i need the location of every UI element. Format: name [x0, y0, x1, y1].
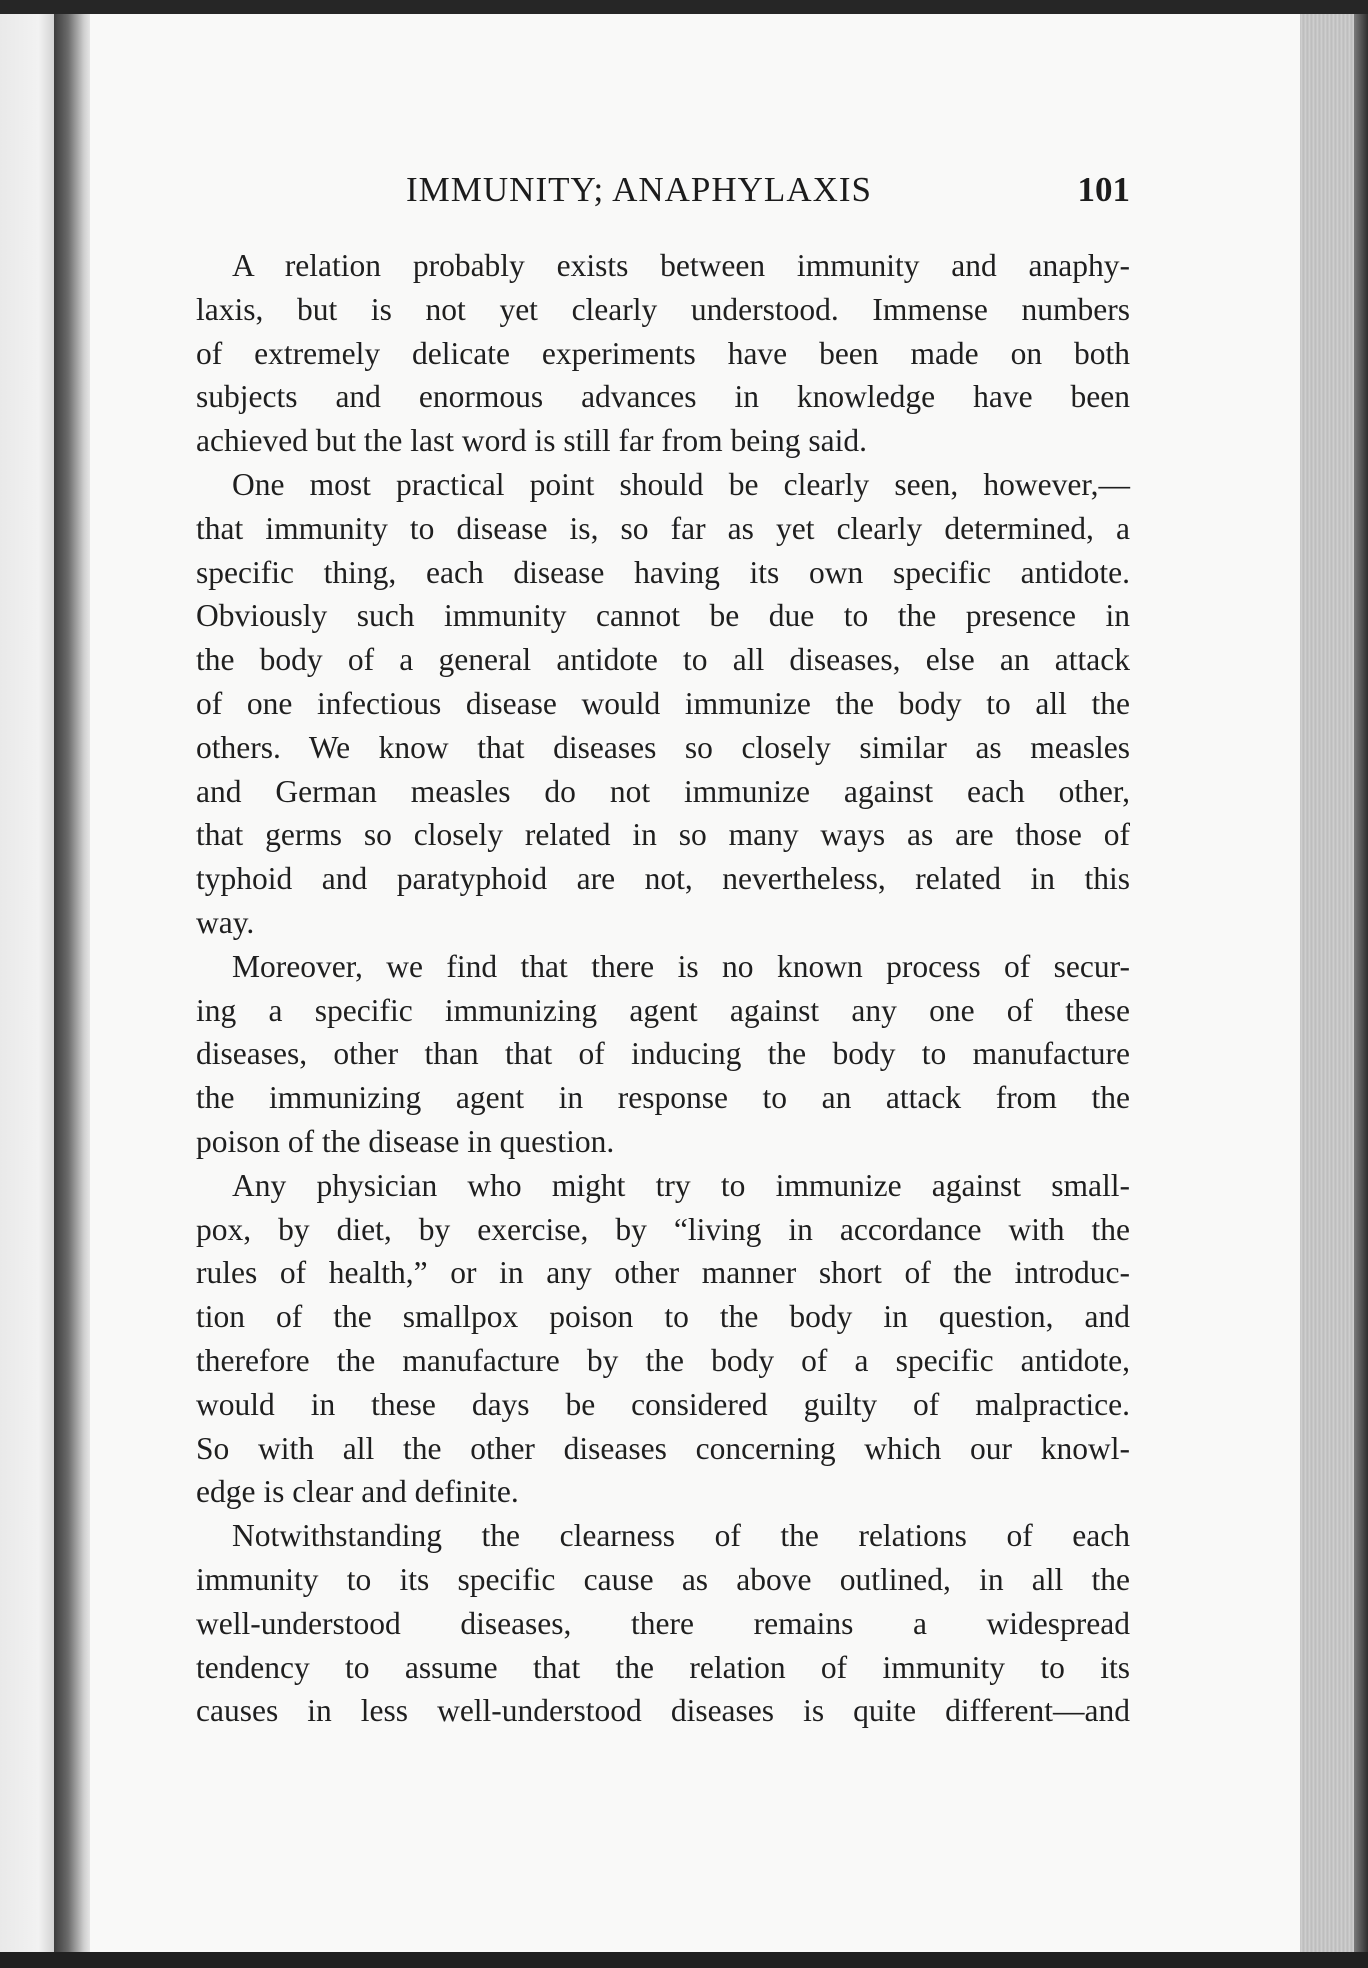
text-line: well-understood diseases, there remains a widespread: [196, 1605, 1130, 1641]
text-line: specific thing, each disease having its own specific antidote.: [196, 554, 1130, 590]
running-title: IMMUNITY; ANAPHYLAXIS: [406, 170, 872, 209]
text-line: of one infectious disease would immunize the body to all the: [196, 685, 1130, 721]
text-line: therefore the manufacture by the body of a specific antidote,: [196, 1342, 1130, 1378]
text-line: way.: [196, 904, 255, 940]
text-line: ing a specific immunizing agent against any one of these: [196, 992, 1130, 1028]
text-line: and German measles do not immunize against each other,: [196, 773, 1130, 809]
text-line: diseases, other than that of inducing the body to manufacture: [196, 1036, 1130, 1072]
text-line: pox, by diet, by exercise, by “living in accordance with the: [196, 1211, 1130, 1247]
running-header: [196, 168, 1130, 212]
text-line: immunity to its specific cause as above outlined, in all the: [196, 1561, 1130, 1597]
text-line: poison of the disease in question.: [196, 1123, 615, 1159]
text-line: others. We know that diseases so closely similar as measles: [196, 729, 1130, 765]
paragraph-1: [196, 244, 1130, 463]
text-line: tendency to assume that the relation of immunity to its: [196, 1649, 1130, 1685]
text-line: subjects and enormous advances in knowledge have been: [196, 379, 1130, 415]
text-line: of extremely delicate experiments have been made on both: [196, 335, 1130, 371]
text-line: would in these days be considered guilty of malpractice.: [196, 1386, 1130, 1422]
paragraph-2: [196, 463, 1130, 945]
text-line: So with all the other diseases concerning which our knowl-: [196, 1430, 1130, 1466]
text-line: Notwithstanding the clearness of the relations of each: [232, 1518, 1130, 1554]
text-line: that germs so closely related in so many ways as are those of: [196, 817, 1130, 853]
text-line: edge is clear and definite.: [196, 1474, 519, 1510]
text-line: Obviously such immunity cannot be due to the presence in: [196, 598, 1130, 634]
text-line: the body of a general antidote to all diseases, else an attack: [196, 642, 1130, 678]
text-line: One most practical point should be clearly seen, however,—: [232, 466, 1130, 502]
text-line: typhoid and paratyphoid are not, nevertheless, related in this: [196, 861, 1130, 897]
body-text: [196, 244, 1130, 1733]
paragraph-5: [196, 1514, 1130, 1733]
text-line: A relation probably exists between immunity and anaphy-: [232, 248, 1130, 283]
text-line: the immunizing agent in response to an attack from the: [196, 1080, 1130, 1116]
page-number: 101: [1077, 170, 1130, 209]
book-gutter-shadow: [54, 14, 94, 1954]
scan-top-edge: [0, 0, 1368, 14]
paragraph-4: [196, 1164, 1130, 1514]
text-line: tion of the smallpox poison to the body in question, and: [196, 1299, 1130, 1335]
paragraph-3: [196, 945, 1130, 1164]
text-line: that immunity to disease is, so far as yet clearly determined, a: [196, 510, 1130, 546]
text-line: laxis, but is not yet clearly understood. Immense numbers: [196, 291, 1130, 327]
text-line: Moreover, we find that there is no known process of secur-: [232, 948, 1130, 984]
text-line: Any physician who might try to immunize against small-: [232, 1167, 1130, 1203]
text-line: causes in less well-understood diseases is quite different—and: [196, 1693, 1130, 1729]
text-line: rules of health,” or in any other manner short of the introduc-: [196, 1255, 1130, 1291]
page-edges-stack: [1300, 14, 1368, 1964]
scan-bottom-edge: [0, 1952, 1368, 1968]
text-line: achieved but the last word is still far from being said.: [196, 423, 867, 459]
